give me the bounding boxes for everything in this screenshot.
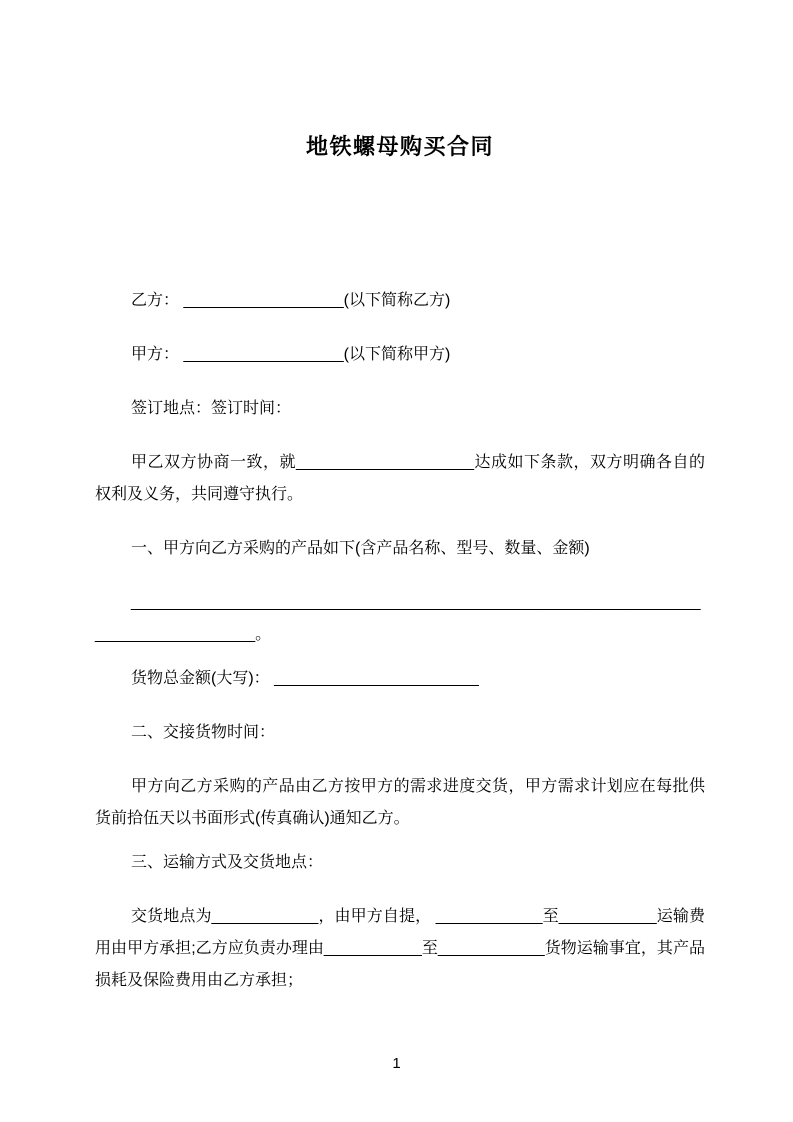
clause-2-heading: 二、交接货物时间： (131, 724, 276, 741)
delivery-schedule-paragraph: 甲方向乙方采购的产品由乙方按甲方的需求进度交货，甲方需求计划应在每批供货前拾伍天以书面形式(传真确认)通知乙方。 (95, 778, 705, 827)
clause-3-heading: 三、运输方式及交货地点： (131, 854, 324, 871)
blank-fill-line: __________________________________________________________________________________。 (95, 594, 701, 643)
document-title (95, 0, 705, 163)
document-title-text: 地铁螺母购买合同 (305, 134, 494, 159)
agreement-intro-paragraph: 甲乙双方协商一致，就____________________达成如下条款，双方明确各自的权利及义务，共同遵守执行。 (95, 454, 705, 503)
clause-1-heading: 一、甲方向乙方采购的产品如下(含产品名称、型号、数量、金额) (131, 540, 590, 557)
page-number: 1 (392, 1055, 401, 1072)
party-b-line: 乙方： __________________(以下简称乙方) (131, 292, 451, 309)
transport-clause-paragraph: 交货地点为____________，由甲方自提， ____________至___________运输费用由甲方承担;乙方应负责办理由___________至____________货物运输事宜，其产品损耗及保险费用由乙方承担； (95, 908, 705, 989)
total-amount-line: 货物总金额(大写)： _______________________ (131, 670, 479, 687)
signing-info-line: 签订地点：签订时间： (131, 400, 292, 417)
party-a-line: 甲方： __________________(以下简称甲方) (131, 346, 451, 363)
